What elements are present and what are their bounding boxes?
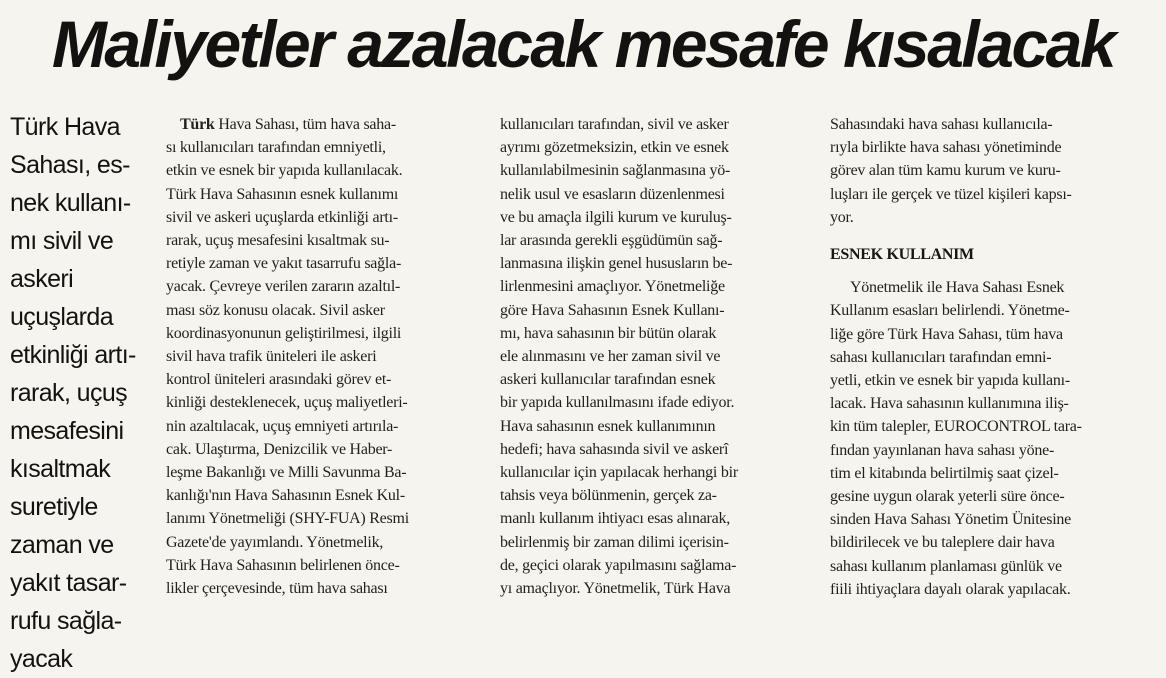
column-line: hedefi; hava sahasında sivil ve askerî — [500, 440, 729, 458]
column-line: mı, hava sahasının bir bütün olarak — [500, 324, 717, 342]
column-line: yor. — [830, 208, 854, 226]
article-column-1 — [166, 113, 482, 600]
column-line: retiyle zaman ve yakıt tasarrufu sağla- — [166, 255, 402, 273]
section-subheading: ESNEK KULLANIM — [830, 246, 974, 264]
column-line: Türk Hava Sahasının belirlenen önce- — [166, 556, 400, 574]
column-line: sivil ve askeri uçuşlarda etkinliği artı- — [166, 208, 398, 226]
column-line: etkin ve esnek bir yapıda kullanılacak. — [166, 162, 403, 180]
column-line: koordinasyonunun geliştirilmesi, ilgili — [166, 324, 402, 342]
lead-word: Türk — [180, 116, 215, 133]
column-line: likler çerçevesinde, tüm hava sahası — [166, 580, 388, 598]
column-line: lanımı Yönetmeliği (SHY-FUA) Resmi — [166, 510, 409, 528]
pull-quote — [10, 108, 158, 678]
pull-quote-line: rufu sağla- — [10, 607, 122, 635]
column-line: bir yapıda kullanılmasını ifade ediyor. — [500, 394, 735, 412]
column-line: sivil hava trafik üniteleri ile askeri — [166, 348, 377, 366]
column-line: Kullanım esasları belirlendi. Yönetme- — [830, 302, 1070, 320]
column-line: fından yayınlanan hava sahası yöne- — [830, 441, 1055, 459]
column-line: göre Hava Sahasının Esnek Kullanı- — [500, 301, 725, 319]
article-column-3 — [830, 113, 1148, 601]
pull-quote-line: mesafesini — [10, 417, 124, 445]
column-line: Hava sahasının esnek kullanımının — [500, 417, 716, 435]
column-line: Türk Hava Sahasının esnek kullanımı — [166, 185, 399, 203]
column-line: luşları ile gerçek ve tüzel kişileri kapsı- — [830, 185, 1072, 203]
column-line: görev alan tüm kamu kurum ve kuru- — [830, 162, 1061, 180]
column-line: Sahasındaki hava sahası kullanıcıla- — [830, 116, 1053, 133]
column-line — [166, 113, 482, 136]
first-line-text: Hava Sahası, tüm hava saha- — [214, 116, 396, 133]
pull-quote-line: yakıt tasar- — [10, 569, 127, 597]
column-line: sahası kullanım planlaması günlük ve — [830, 557, 1062, 575]
column-line: bildirilecek ve bu taleplere dair hava — [830, 534, 1055, 552]
pull-quote-line: suretiyle — [10, 493, 98, 521]
column-line: kanlığı'nın Hava Sahasının Esnek Kul- — [166, 487, 405, 505]
article-headline: Maliyetler azalacak mesafe kısalacak — [51, 7, 1115, 81]
column-line: tahsis veya bölünmenin, gerçek za- — [500, 487, 717, 505]
column-line: kin tüm talepler, EUROCONTROL tara- — [830, 418, 1082, 436]
column-line: ması söz konusu olacak. Sivil asker — [166, 301, 385, 319]
column-line: manlı kullanım ihtiyacı esas alınarak, — [500, 510, 730, 528]
column-line: yı amaçlıyor. Yönetmelik, Türk Hava — [500, 580, 731, 598]
column-line: Yönetmelik ile Hava Sahası Esnek — [850, 279, 1065, 297]
pull-quote-line: etkinliği artı- — [10, 341, 136, 369]
column-line: liğe göre Türk Hava Sahası, tüm hava — [830, 325, 1063, 343]
column-line: yacak. Çevreye verilen zararın azaltıl- — [166, 278, 401, 296]
pull-quote-line: kısaltmak — [10, 455, 111, 483]
column-line: ayrımı gözetmeksizin, etkin ve esnek — [500, 139, 729, 157]
column-line: Gazete'de yayımlandı. Yönetmelik, — [166, 533, 384, 551]
pull-quote-line: mı sivil ve — [10, 227, 114, 255]
column-line: askeri kullanıcılar tarafından esnek — [500, 371, 716, 389]
pull-quote-line: nek kullanı- — [10, 189, 131, 217]
column-line: sinden Hava Sahası Yönetim Ünitesine — [830, 511, 1072, 529]
column-line: kullanılabilmesinin sağlanmasına yö- — [500, 162, 731, 180]
column-line: sı kullanıcıları tarafından emniyetli, — [166, 139, 386, 157]
column-line: lar arasında gerekli eşgüdümün sağ- — [500, 232, 723, 250]
column-line: tim el kitabında belirtilmiş saat çizel- — [830, 464, 1059, 482]
pull-quote-line: uçuşlarda — [10, 303, 113, 331]
column-line: kullanıcıları tarafından, sivil ve asker — [500, 116, 729, 133]
pull-quote-line: askeri — [10, 265, 74, 293]
column-line: lirlenmesini amaçlıyor. Yönetmeliğe — [500, 278, 725, 296]
column-line: leşme Bakanlığı ve Milli Savunma Ba- — [166, 464, 407, 482]
column-line: sahası kullanıcıları tarafından emni- — [830, 348, 1052, 366]
column-line: de, geçici olarak yapılmasını sağlama- — [500, 556, 737, 574]
pull-quote-line: yacak — [10, 645, 73, 673]
column-line: fiili ihtiyaçlara dayalı olarak yapılacak. — [830, 580, 1071, 598]
column-line: rarak, uçuş mesafesini kısaltmak su- — [166, 232, 390, 250]
column-line: lacak. Hava sahasının kullanımına iliş- — [830, 395, 1069, 413]
column-line: nelik usul ve esasların düzenlenmesi — [500, 185, 725, 203]
column-line: ve bu amaçla ilgili kurum ve kuruluş- — [500, 208, 732, 226]
pull-quote-line: rarak, uçuş — [10, 379, 128, 407]
column-line: gesine uygun olarak yeterli süre önce- — [830, 488, 1065, 506]
pull-quote-line: Sahası, es- — [10, 151, 130, 179]
column-line: yetli, etkin ve esnek bir yapıda kullanı- — [830, 372, 1070, 390]
column-line: belirlenmiş bir zaman dilimi içerisin- — [500, 533, 729, 551]
column-line: cak. Ulaştırma, Denizcilik ve Haber- — [166, 440, 393, 458]
pull-quote-line: Türk Hava — [10, 113, 120, 141]
column-line: kinliği desteklenecek, uçuş maliyetleri- — [166, 394, 408, 412]
column-line: lanmasına ilişkin genel hususların be- — [500, 255, 733, 273]
pull-quote-line: zaman ve — [10, 531, 114, 559]
column-line: kontrol üniteleri arasındaki görev et- — [166, 371, 392, 389]
column-line: kullanıcılar için yapılacak herhangi bir — [500, 464, 738, 482]
column-line: ele alınmasını ve her zaman sivil ve — [500, 348, 721, 366]
article-column-2 — [500, 113, 810, 600]
column-line: nin azaltılacak, uçuş emniyeti artırıla- — [166, 417, 399, 435]
column-line: rıyla birlikte hava sahası yönetiminde — [830, 139, 1062, 157]
